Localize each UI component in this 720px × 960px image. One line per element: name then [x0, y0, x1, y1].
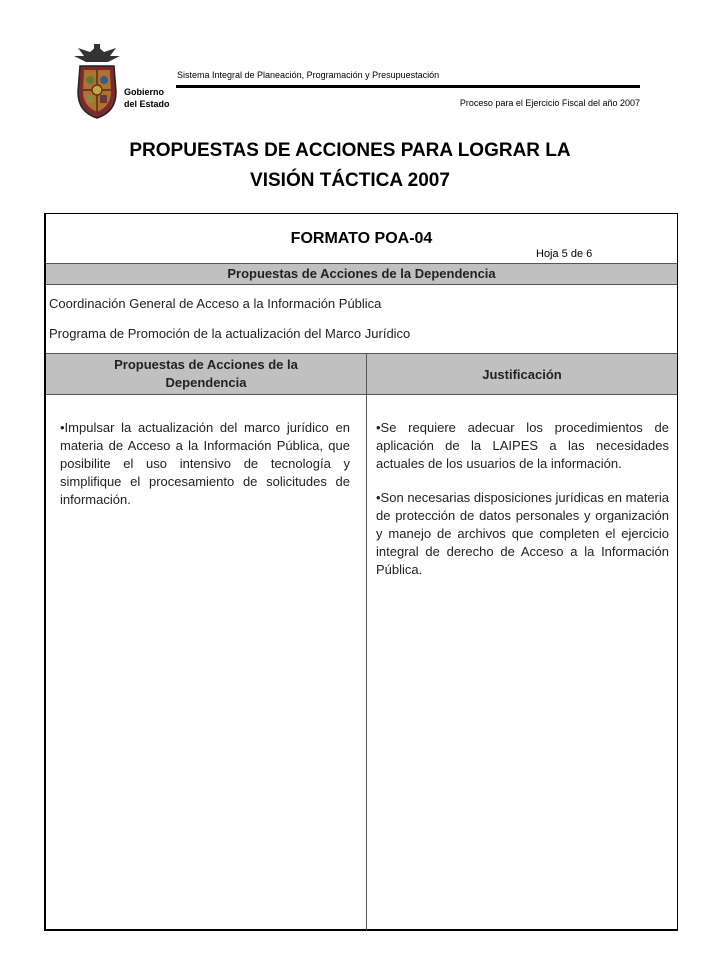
actions-cell	[60, 419, 350, 525]
justification-cell	[376, 419, 669, 595]
form-border-left	[44, 213, 46, 930]
column-header-justification: Justificación	[367, 353, 677, 395]
form-border-right	[677, 213, 678, 930]
justification-item: •Se requiere adecuar los procedimientos de aplicación de la LAIPES a las necesidades actuales de los usuarios de la información.	[376, 420, 669, 471]
form-border-bottom	[44, 929, 678, 931]
page-indicator: Hoja 5 de 6	[536, 248, 593, 260]
form-border-top	[44, 213, 678, 214]
dependency-name: Coordinación General de Acceso a la Información Pública	[49, 296, 382, 311]
format-title: FORMATO POA-04	[290, 230, 433, 247]
justification-item: •Son necesarias disposiciones jurídicas en materia de protección de datos personales y organización y manejo de archivos que completen el ejercicio integral de derecho de Acceso a la Información Pública.	[376, 490, 669, 577]
action-item: •Impulsar la actualización del marco jurídico en materia de Acceso a la Información Pública, que posibilite el uso intensivo de tecnología y simplifique el procesamiento de solicitudes de información.	[60, 420, 350, 507]
system-title: Sistema Integral de Planeación, Programación y Presupuestación	[177, 70, 440, 80]
section-header: Propuestas de Acciones de la Dependencia	[46, 263, 677, 285]
state-coat-of-arms-icon	[70, 42, 124, 122]
page-title	[60, 136, 640, 196]
government-label: Gobierno del Estado	[124, 87, 170, 109]
process-label: Proceso para el Ejercicio Fiscal del año 2007	[459, 98, 640, 108]
column-divider	[366, 353, 367, 930]
program-name: Programa de Promoción de la actualización del Marco Jurídico	[49, 326, 411, 341]
header-divider	[176, 85, 640, 88]
column-header-actions: Propuestas de Acciones de la Dependencia	[46, 353, 366, 395]
page-title-line2: VISIÓN TÁCTICA 2007	[250, 170, 450, 191]
page-title-line1: PROPUESTAS DE ACCIONES PARA LOGRAR LA	[129, 140, 571, 161]
